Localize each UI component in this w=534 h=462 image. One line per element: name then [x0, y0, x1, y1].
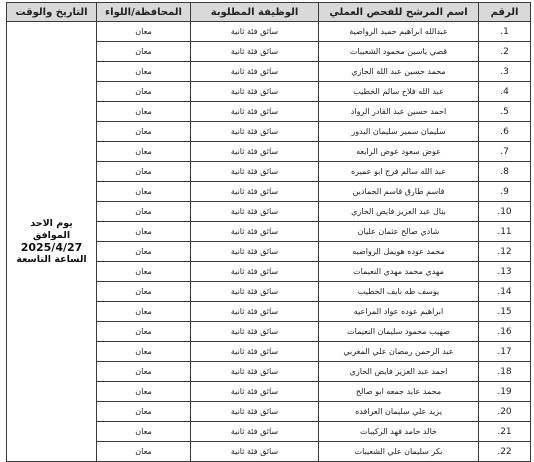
job-title: سائق فئة ثانية: [191, 22, 319, 42]
governorate: معان: [97, 362, 191, 382]
header-row: [7, 3, 531, 22]
job-title: سائق فئة ثانية: [191, 62, 319, 82]
job-title: سائق فئة ثانية: [191, 202, 319, 222]
candidate-name: عبد الله سالم فرج ابو عميره: [319, 162, 479, 182]
job-title: سائق فئة ثانية: [191, 382, 319, 402]
row-number: 14.: [479, 282, 531, 302]
candidate-name: عبد الله فلاح سالم الخطيب: [319, 82, 479, 102]
candidate-name: بنال عبد العزيز فايض الحازي: [319, 202, 479, 222]
candidate-name: عوض سعود عوض الزايعه: [319, 142, 479, 162]
job-title: سائق فئة ثانية: [191, 342, 319, 362]
job-title: سائق فئة ثانية: [191, 282, 319, 302]
job-title: سائق فئة ثانية: [191, 442, 319, 462]
row-number: 12.: [479, 242, 531, 262]
row-number: 13.: [479, 262, 531, 282]
governorate: معان: [97, 122, 191, 142]
row-number: 10.: [479, 202, 531, 222]
governorate: معان: [97, 282, 191, 302]
governorate: معان: [97, 402, 191, 422]
candidate-name: قاسم طارق قاسم الحمادين: [319, 182, 479, 202]
governorate: معان: [97, 262, 191, 282]
job-title: سائق فئة ثانية: [191, 162, 319, 182]
row-number: 19.: [479, 382, 531, 402]
candidate-name: ابراهيم عوده عواد المراعيه: [319, 302, 479, 322]
header-num: الرقم: [479, 3, 531, 22]
job-title: سائق فئة ثانية: [191, 302, 319, 322]
row-number: 6.: [479, 122, 531, 142]
candidate-name: احمد حسين عبد القادر الرواد: [319, 102, 479, 122]
job-title: سائق فئة ثانية: [191, 182, 319, 202]
row-number: 11.: [479, 222, 531, 242]
candidate-name: شادي صالح عثمان عليان: [319, 222, 479, 242]
candidates-sheet: [6, 2, 530, 462]
row-number: 1.: [479, 22, 531, 42]
header-governorate: المحافظة/اللواء: [97, 3, 191, 22]
job-title: سائق فئة ثانية: [191, 322, 319, 342]
candidate-name: سليمان سمير سليمان البدور: [319, 122, 479, 142]
row-number: 2.: [479, 42, 531, 62]
candidate-name: بكر سليمان علي الشعيبات: [319, 442, 479, 462]
row-number: 20.: [479, 402, 531, 422]
row-number: 7.: [479, 142, 531, 162]
governorate: معان: [97, 322, 191, 342]
governorate: معان: [97, 142, 191, 162]
candidates-table: [6, 2, 531, 462]
candidate-name: قصي ياسين محمود الشعيبات: [319, 42, 479, 62]
job-title: سائق فئة ثانية: [191, 122, 319, 142]
candidate-name: احمد عبد العزيز فايض الحازي: [319, 362, 479, 382]
header-name: اسم المرشح للفحص العملي: [319, 3, 479, 22]
job-title: سائق فئة ثانية: [191, 242, 319, 262]
governorate: معان: [97, 62, 191, 82]
exam-date-time: [7, 22, 97, 462]
governorate: معان: [97, 202, 191, 222]
candidate-name: محمد عوده هويمل الرواضيه: [319, 242, 479, 262]
governorate: معان: [97, 102, 191, 122]
exam-date: 2025/4/27: [20, 240, 83, 254]
candidate-name: يزيد علي سليمان العرافده: [319, 402, 479, 422]
row-number: 22.: [479, 442, 531, 462]
job-title: سائق فئة ثانية: [191, 82, 319, 102]
candidate-name: محمد عايد جمعه ابو صالح: [319, 382, 479, 402]
governorate: معان: [97, 442, 191, 462]
exam-time: الساعة التاسعة: [16, 253, 87, 265]
job-title: سائق فئة ثانية: [191, 222, 319, 242]
row-number: 4.: [479, 82, 531, 102]
candidate-name: محمد حسين عبد الله الحازي: [319, 62, 479, 82]
candidate-name: خالد حامد فهد الركيبات: [319, 422, 479, 442]
corresponding-label: الموافق: [32, 229, 71, 241]
job-title: سائق فئة ثانية: [191, 102, 319, 122]
candidate-name: عبدالله ابراهيم حميد الرواضية: [319, 22, 479, 42]
header-date-time: التاريخ والوقت: [7, 3, 97, 22]
governorate: معان: [97, 42, 191, 62]
header-job: الوظيفة المطلوبة: [191, 3, 319, 22]
row-number: 8.: [479, 162, 531, 182]
row-number: 15.: [479, 302, 531, 322]
row-number: 5.: [479, 102, 531, 122]
governorate: معان: [97, 302, 191, 322]
governorate: معان: [97, 382, 191, 402]
row-number: 3.: [479, 62, 531, 82]
exam-day: يوم الاحد: [30, 217, 73, 229]
governorate: معان: [97, 162, 191, 182]
row-number: 18.: [479, 362, 531, 382]
job-title: سائق فئة ثانية: [191, 362, 319, 382]
job-title: سائق فئة ثانية: [191, 142, 319, 162]
row-number: 17.: [479, 342, 531, 362]
governorate: معان: [97, 222, 191, 242]
job-title: سائق فئة ثانية: [191, 262, 319, 282]
governorate: معان: [97, 422, 191, 442]
candidate-name: مهدي محمد مهدي النعيمات: [319, 262, 479, 282]
governorate: معان: [97, 182, 191, 202]
job-title: سائق فئة ثانية: [191, 402, 319, 422]
candidate-name: عبد الرحمن رمضان علي المغربي: [319, 342, 479, 362]
table-row: [7, 22, 531, 42]
row-number: 16.: [479, 322, 531, 342]
governorate: معان: [97, 82, 191, 102]
candidate-name: صهيب محمود سليمان النعيمات: [319, 322, 479, 342]
table-body: [7, 22, 531, 462]
job-title: سائق فئة ثانية: [191, 42, 319, 62]
governorate: معان: [97, 342, 191, 362]
governorate: معان: [97, 22, 191, 42]
job-title: سائق فئة ثانية: [191, 422, 319, 442]
candidate-name: يوسف طه نايف الخطيب: [319, 282, 479, 302]
row-number: 21.: [479, 422, 531, 442]
governorate: معان: [97, 242, 191, 262]
row-number: 9.: [479, 182, 531, 202]
